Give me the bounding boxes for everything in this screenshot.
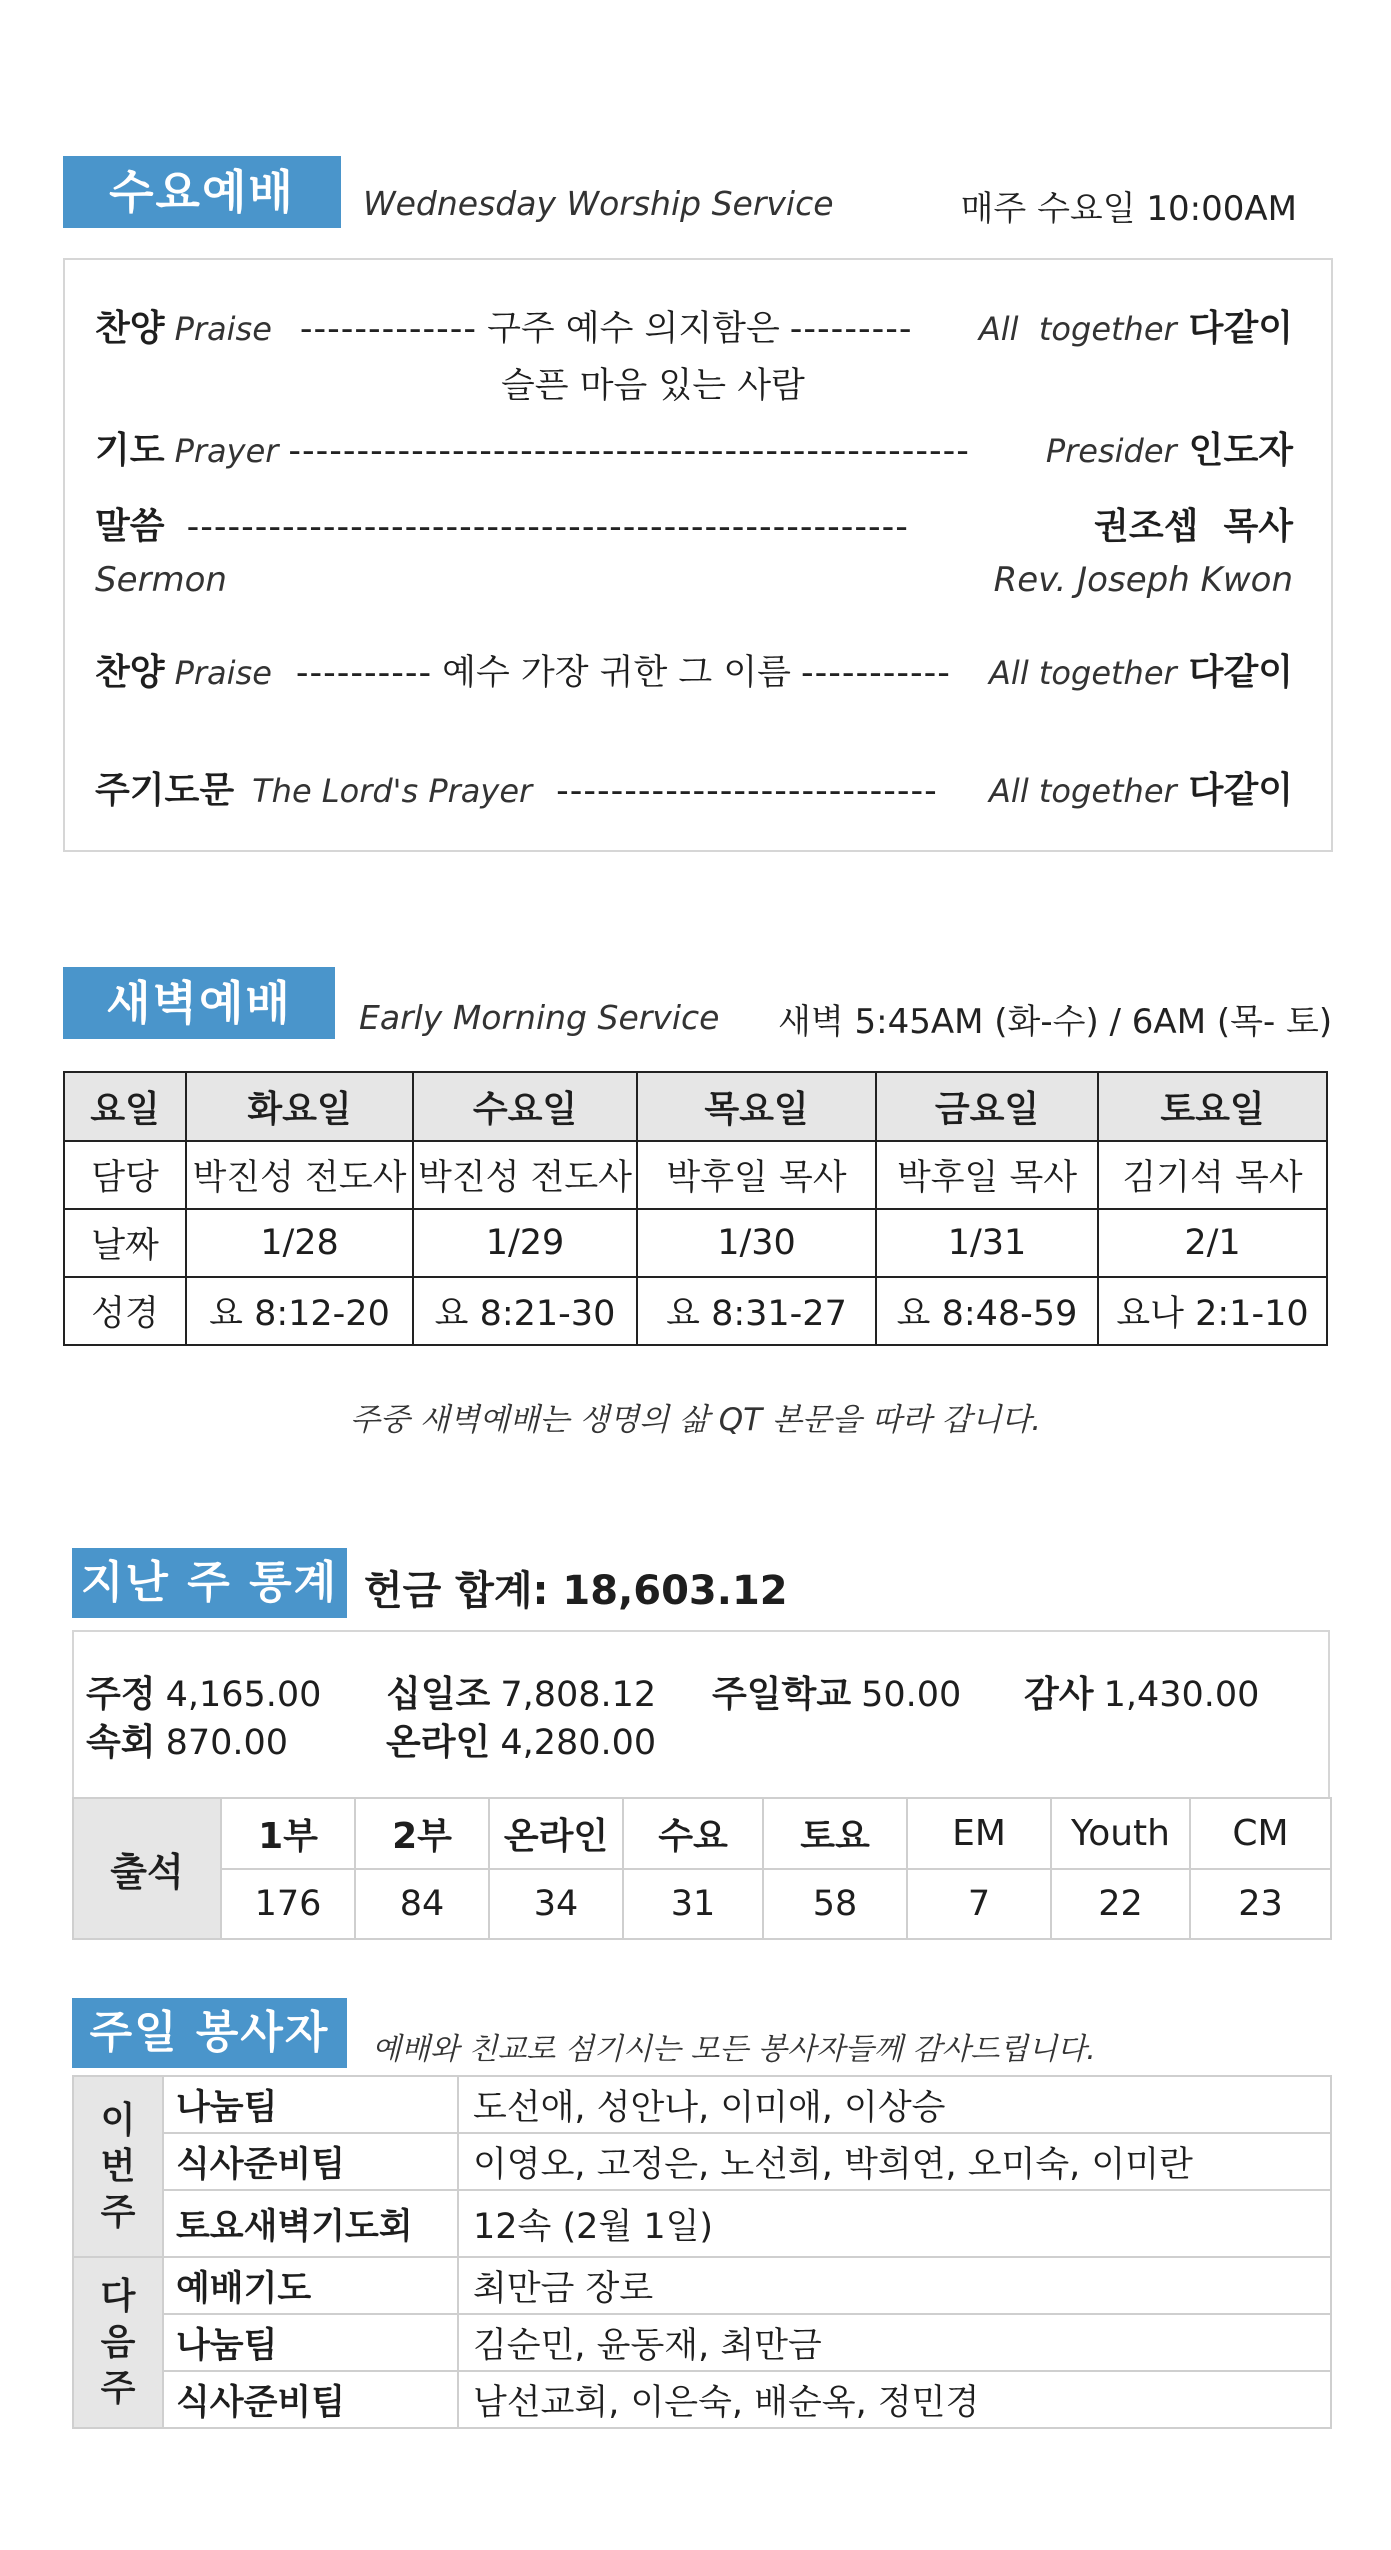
stats-box — [72, 1630, 1330, 1798]
song-title-line2: 슬픈 마음 있는 사람 — [501, 366, 805, 406]
volunteer-names: 도선애, 성안나, 이미애, 이상승 — [458, 2076, 1331, 2133]
volunteer-row — [73, 2257, 1331, 2314]
volunteers-subtitle: 예배와 친교로 섬기시는 모든 봉사자들께 감사드립니다. — [372, 2032, 1096, 2067]
table-cell: 1/31 — [876, 1209, 1098, 1277]
leader-english: All together — [978, 310, 1177, 348]
volunteer-row — [73, 2133, 1331, 2190]
morning-schedule-table — [63, 1071, 1328, 1346]
wednesday-subtitle: Wednesday Worship Service — [363, 184, 834, 223]
volunteer-role: 토요새벽기도회 — [163, 2190, 458, 2257]
volunteer-names: 12속 (2월 1일) — [458, 2190, 1331, 2257]
morning-section-title: 새벽예배 — [63, 967, 335, 1039]
program-item-english: The Lord's Prayer — [252, 772, 533, 810]
table-cell: 1/28 — [186, 1209, 413, 1277]
leader-dashes: ------------- — [299, 309, 478, 349]
stat-value: 1,430.00 — [1103, 1675, 1260, 1715]
table-cell: 2/1 — [1098, 1209, 1327, 1277]
leader-dashes: ----------- — [800, 653, 951, 693]
attendance-value: 176 — [221, 1869, 355, 1939]
preacher-korean: 권조셉 목사 — [1094, 506, 1293, 547]
morning-time: 새벽 5:45AM (화-수) / 6AM (목- 토) — [778, 1002, 1333, 1042]
stat-item — [386, 1714, 656, 1765]
stat-item — [1024, 1666, 1259, 1717]
program-item-korean: 찬양 — [95, 308, 165, 349]
volunteer-row — [73, 2190, 1331, 2257]
attendance-header-row — [73, 1798, 1331, 1869]
this-week-label-text: 이 번 주 — [100, 2099, 136, 2233]
table-cell: 요 8:21-30 — [413, 1277, 637, 1345]
leader-korean: 다같이 — [1188, 308, 1293, 349]
table-header: 금요일 — [876, 1072, 1098, 1141]
leader-dashes: -------------------------------------------------- — [288, 431, 970, 471]
table-cell: 담당 — [64, 1141, 186, 1209]
attendance-header: 2부 — [355, 1798, 489, 1869]
stat-item — [386, 1666, 656, 1717]
program-item-korean: 기도 — [95, 430, 165, 471]
next-week-label-text: 다 음 주 — [100, 2275, 136, 2409]
volunteer-names: 최만금 장로 — [458, 2257, 1331, 2314]
table-header: 목요일 — [637, 1072, 876, 1141]
leader-korean: 다같이 — [1188, 770, 1293, 811]
song-title: 구주 예수 의지함은 — [487, 309, 780, 349]
stat-item — [86, 1666, 321, 1717]
leader-dashes: ----------------------------------------------------- — [186, 507, 909, 547]
table-cell: 요 8:31-27 — [637, 1277, 876, 1345]
stats-section-title: 지난 주 통계 — [72, 1548, 347, 1618]
leader-english: Presider — [1045, 432, 1177, 470]
table-cell: 성경 — [64, 1277, 186, 1345]
table-cell: 날짜 — [64, 1209, 186, 1277]
program-praise-1 — [95, 300, 1293, 351]
attendance-header: 온라인 — [489, 1798, 623, 1869]
table-row — [64, 1277, 1327, 1345]
table-header: 요일 — [64, 1072, 186, 1141]
stat-item — [712, 1666, 961, 1717]
stat-value: 4,165.00 — [165, 1675, 322, 1715]
program-item-korean: 주기도문 — [95, 770, 235, 811]
morning-subtitle: Early Morning Service — [359, 998, 720, 1037]
volunteer-row — [73, 2314, 1331, 2371]
volunteer-row — [73, 2371, 1331, 2428]
volunteer-role: 식사준비팀 — [163, 2133, 458, 2190]
attendance-value: 84 — [355, 1869, 489, 1939]
stat-label: 속회 — [86, 1722, 156, 1763]
wednesday-section-title: 수요예배 — [63, 156, 341, 228]
leader-korean: 인도자 — [1188, 430, 1293, 471]
offering-total: 헌금 합계: 18,603.12 — [364, 1568, 788, 1614]
wednesday-time: 매주 수요일 10:00AM — [960, 189, 1297, 229]
table-cell: 박후일 목사 — [876, 1141, 1098, 1209]
leader-english: All together — [989, 772, 1177, 810]
table-cell: 김기석 목사 — [1098, 1141, 1327, 1209]
stat-label: 온라인 — [386, 1722, 491, 1763]
table-cell: 박진성 전도사 — [413, 1141, 637, 1209]
next-week-label — [73, 2257, 163, 2428]
attendance-value: 7 — [907, 1869, 1051, 1939]
program-item-english: Prayer — [174, 432, 279, 470]
program-item-korean: 말씀 — [95, 506, 165, 547]
stat-value: 7,808.12 — [500, 1675, 657, 1715]
program-lords-prayer — [95, 762, 1293, 813]
attendance-header: Youth — [1051, 1798, 1190, 1869]
table-cell: 1/30 — [637, 1209, 876, 1277]
attendance-header: 수요 — [623, 1798, 763, 1869]
attendance-header: 토요 — [763, 1798, 907, 1869]
stat-value: 870.00 — [165, 1723, 289, 1763]
program-prayer — [95, 422, 1293, 473]
leader-dashes: ---------- — [295, 653, 433, 693]
this-week-label — [73, 2076, 163, 2257]
attendance-header: EM — [907, 1798, 1051, 1869]
volunteer-role: 나눔팀 — [163, 2314, 458, 2371]
program-item-english: Praise — [174, 310, 272, 348]
table-header: 화요일 — [186, 1072, 413, 1141]
table-row — [64, 1209, 1327, 1277]
attendance-label: 출석 — [73, 1798, 221, 1939]
table-cell: 박후일 목사 — [637, 1141, 876, 1209]
table-cell: 박진성 전도사 — [186, 1141, 413, 1209]
stat-value: 50.00 — [861, 1675, 962, 1715]
attendance-value: 34 — [489, 1869, 623, 1939]
volunteer-names: 김순민, 윤동재, 최만금 — [458, 2314, 1331, 2371]
table-header: 수요일 — [413, 1072, 637, 1141]
stat-item — [86, 1714, 288, 1765]
program-sermon — [95, 498, 1293, 549]
volunteer-role: 예배기도 — [163, 2257, 458, 2314]
attendance-value-row — [73, 1869, 1331, 1939]
attendance-header: 1부 — [221, 1798, 355, 1869]
leader-english: All together — [989, 654, 1177, 692]
stat-value: 4,280.00 — [500, 1723, 657, 1763]
volunteer-names: 남선교회, 이은숙, 배순옥, 정민경 — [458, 2371, 1331, 2428]
preacher-english: Rev. Joseph Kwon — [993, 560, 1293, 600]
stat-label: 감사 — [1024, 1674, 1094, 1715]
volunteer-names: 이영오, 고정은, 노선희, 박희연, 오미숙, 이미란 — [458, 2133, 1331, 2190]
attendance-value: 58 — [763, 1869, 907, 1939]
sermon-english: Sermon — [95, 560, 227, 600]
table-row — [64, 1141, 1327, 1209]
table-cell: 1/29 — [413, 1209, 637, 1277]
stat-label: 십일조 — [386, 1674, 491, 1715]
attendance-header: CM — [1190, 1798, 1331, 1869]
table-header: 토요일 — [1098, 1072, 1327, 1141]
attendance-table — [72, 1797, 1332, 1940]
table-cell: 요 8:48-59 — [876, 1277, 1098, 1345]
attendance-value: 23 — [1190, 1869, 1331, 1939]
leader-dashes: --------- — [789, 309, 913, 349]
song-title: 예수 가장 귀한 그 이름 — [442, 653, 791, 693]
stat-label: 주정 — [86, 1674, 156, 1715]
volunteers-table — [72, 2075, 1332, 2429]
program-item-korean: 찬양 — [95, 652, 165, 693]
program-item-english: Praise — [174, 654, 272, 692]
leader-dashes: ---------------------------- — [556, 771, 938, 811]
wednesday-program-box — [63, 258, 1333, 852]
morning-note: 주중 새벽예배는 생명의 삶 QT 본문을 따라 갑니다. — [349, 1402, 1042, 1438]
table-header-row — [64, 1072, 1327, 1141]
volunteer-role: 식사준비팀 — [163, 2371, 458, 2428]
volunteers-section-title: 주일 봉사자 — [72, 1998, 347, 2068]
stat-label: 주일학교 — [712, 1674, 852, 1715]
volunteer-role: 나눔팀 — [163, 2076, 458, 2133]
table-cell: 요나 2:1-10 — [1098, 1277, 1327, 1345]
attendance-value: 22 — [1051, 1869, 1190, 1939]
attendance-value: 31 — [623, 1869, 763, 1939]
table-cell: 요 8:12-20 — [186, 1277, 413, 1345]
leader-korean: 다같이 — [1188, 652, 1293, 693]
volunteer-row — [73, 2076, 1331, 2133]
program-praise-2 — [95, 644, 1293, 695]
